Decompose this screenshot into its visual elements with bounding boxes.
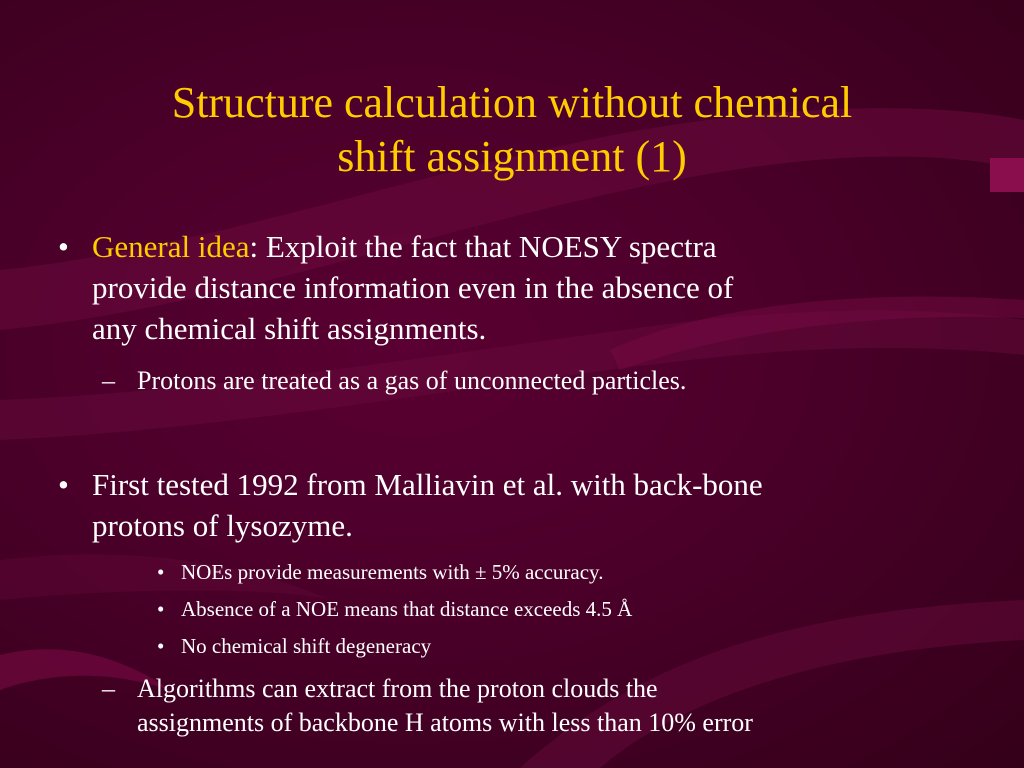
highlight-term: General idea xyxy=(92,229,250,264)
small-bullet-marker: • xyxy=(157,560,165,584)
bullet-marker: • xyxy=(58,229,69,264)
bullet-text-line: provide distance information even in the absence of xyxy=(92,270,734,305)
bullet-text-line xyxy=(92,226,717,267)
small-bullet-text: No chemical shift degeneracy xyxy=(181,634,432,658)
bullet-text-line: protons of lysozyme. xyxy=(92,508,353,543)
dash-marker: – xyxy=(102,366,115,395)
sub-bullet-text: Algorithms can extract from the proton clouds the xyxy=(137,674,658,703)
bullet-marker: • xyxy=(58,467,69,502)
sub-bullet-text: assignments of backbone H atoms with less than 10% error xyxy=(137,708,753,737)
small-bullet-marker: • xyxy=(157,597,165,621)
bullet-text-line: any chemical shift assignments. xyxy=(92,311,487,346)
sub-bullet-text: Protons are treated as a gas of unconnected particles. xyxy=(137,366,687,395)
small-bullet-marker: • xyxy=(157,634,165,658)
bullet-text-line: First tested 1992 from Malliavin et al. with back-bone xyxy=(92,467,763,502)
small-bullet-text: NOEs provide measurements with ± 5% accuracy. xyxy=(181,560,604,584)
dash-marker: – xyxy=(102,674,115,703)
title-line: Structure calculation without chemical xyxy=(171,78,853,127)
small-bullet-text: Absence of a NOE means that distance exceeds 4.5 Å xyxy=(181,597,633,621)
title-line: shift assignment (1) xyxy=(337,132,687,181)
bullet-text: : Exploit the fact that NOESY spectra xyxy=(249,229,717,264)
